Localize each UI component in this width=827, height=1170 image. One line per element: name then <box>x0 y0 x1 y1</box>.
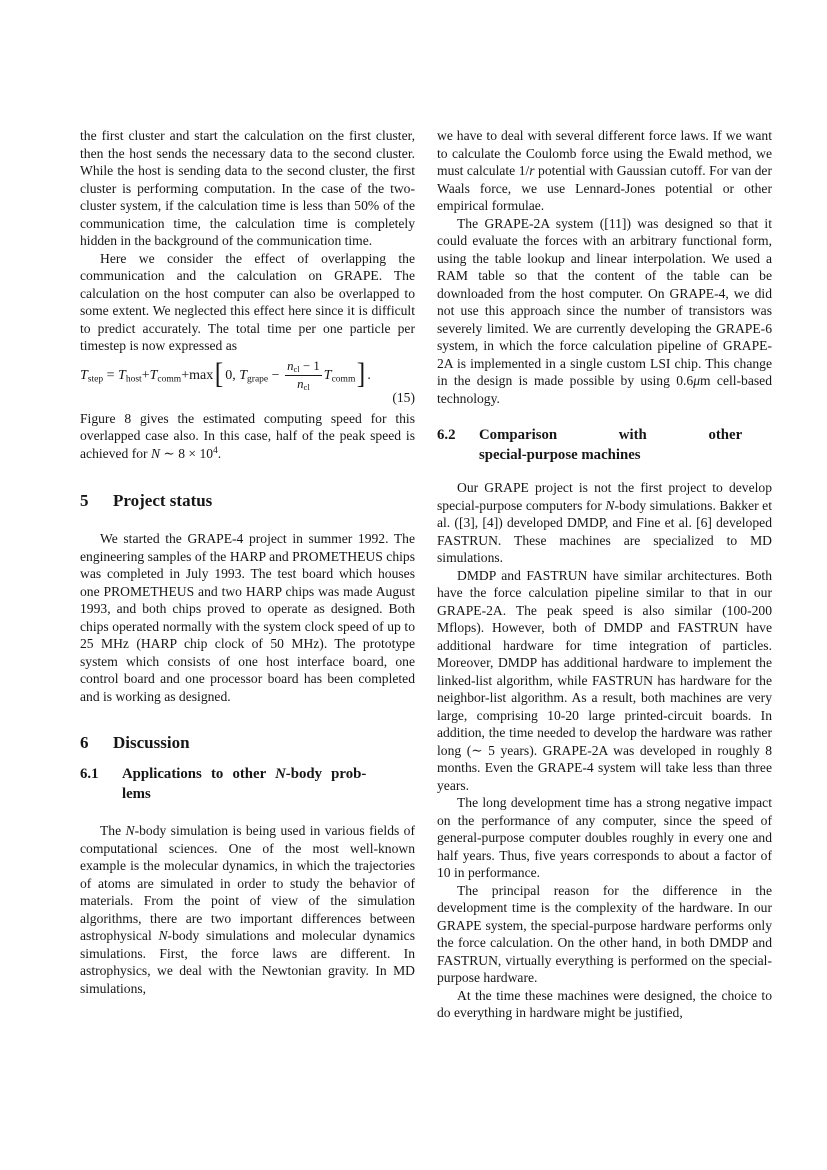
para-dmdp-fastrun-architectures: DMDP and FASTRUN have similar architectures. Both have the force calculation pipeline similar to that in our GRAPE-2A. The peak speed is also similar (100-200 Mflops). However, both of DMDP and FASTRUN have additional hardware for time integration of particles. Moreover, DMDP has additional hardware to implement the linked-list algorithm, while FASTRUN has hardware for the neighbor-list algorithm. As a result, both machines are very large, comprising 10-20 large printed-circuit boards. In addition, the time needed to develop the hardware was rather long (∼ 5 years). GRAPE-2A was developed in roughly 8 months. Even the GRAPE-4 system will take less than three years. <box>437 567 772 793</box>
para-two-cluster-continuation: the first cluster and start the calculation on the first cluster, then the host sends the necessary data to the second cluster. While the host is sending data to the second cluster, the first cluster is performing computation. In the case of the two-cluster system, if the calculation time is less than 50% of the communication time, the calculation time is completely hidden in the background of the communication time. <box>80 128 415 248</box>
section-6-1-title-line2: lems <box>122 786 151 803</box>
equation-15-body <box>80 359 415 393</box>
para-long-development-time: The long development time has a strong negative impact on the performance of any computer, since the speed of general-purpose computer doubles roughly in every one and half years. Thus, five years corresponds to about a factor of 10 in performance. <box>437 795 772 880</box>
section-6-1-number: 6.1 <box>80 766 99 783</box>
heading-section-5 <box>80 490 415 512</box>
equation-fraction <box>285 359 322 393</box>
section-6-1-title-line1: Applications to other N-body prob- <box>122 766 367 783</box>
section-5-number: 5 <box>80 491 89 511</box>
section-6-2-title-line1: Comparison with other <box>479 427 743 443</box>
heading-section-6 <box>80 732 415 754</box>
para-force-laws-continuation: we have to deal with several different force laws. If we want to calculate the Coulomb force using the Ewald method, we must calculate 1/r potential with Gaussian cutoff. For van der Waals force, we use Lennard-Jones potential or other empirical formulae. <box>437 128 772 213</box>
para-figure8-speed: Figure 8 gives the estimated computing speed for this overlapped case also. In this case, half of the peak speed is achieved for N ∼ $8 \times 10^4$. <box>80 410 415 461</box>
fraction-denominator: $n_{cl}$ <box>297 376 310 393</box>
fraction-numerator: $n_{cl} - 1$ <box>285 359 322 376</box>
page-body <box>80 127 772 1022</box>
right-bracket: ] <box>357 357 366 391</box>
equation-inner-left: 0, $T_{grape}$ − <box>225 367 284 385</box>
section-5-title: Project status <box>113 491 213 511</box>
para-hardware-justified: At the time these machines were designed, the choice to do everything in hardware might be justified, <box>437 987 772 1020</box>
equation-lhs: $T_{step} = T_{host}+T_{comm}+\max$ <box>80 367 214 385</box>
equation-inner-right: $T_{comm}$ <box>323 367 356 385</box>
section-6-number: 6 <box>80 733 89 753</box>
equation-number: (15) <box>392 390 415 406</box>
heading-section-6-2 <box>437 425 772 465</box>
section-6-2-number: 6.2 <box>437 427 456 443</box>
heading-section-6-1 <box>80 764 415 804</box>
para-principal-reason: The principal reason for the difference in the development time is the complexity of the hardware. In our GRAPE system, the special-purpose hardware performs only the force calculation. On the other hand, in both DMDP and FASTRUN, virtually everything is performed on the special-purpose hardware. <box>437 882 772 985</box>
section-6-title: Discussion <box>113 733 190 753</box>
column-right <box>437 127 772 1022</box>
column-left <box>80 127 415 1022</box>
section-6-2-title-line2: special-purpose machines <box>479 447 641 463</box>
para-grape2a-table-lookup: The GRAPE-2A system ([11]) was designed so that it could evaluate the forces with an arbitrary functional form, using the table lookup and linear interpolation. We used a RAM table so that the content of the table can be downloaded from the host computer. On GRAPE-4, we did not use this approach since the number of transistors was severely limited. We are currently developing the GRAPE-6 system, in which the force calculation pipeline of GRAPE-2A is implemented in a single custom LSI chip. This change in the design is made possible by using 0.6μm cell-based technology. <box>437 215 773 406</box>
equation-period: . <box>367 367 371 383</box>
equation-15 <box>80 359 415 407</box>
para-overlapping-communication: Here we consider the effect of overlapping the communication and the calculation on GRAPE. The calculation on the host computer can also be overlapped to some extent. We neglected this effect here since it is difficult to predict accurately. The total time per one particle per timestep is now expressed as <box>80 250 415 353</box>
para-project-status: We started the GRAPE-4 project in summer 1992. The engineering samples of the HARP and PROMETHEUS chips was completed in July 1993. The test board which houses one PROMETHEUS and two HARP chips was made August 1993, and both chips proved to operate as designed. Both chips operated normally with the system clock speed of up to 25 MHz (HARP chip clock of 50 MHz). The prototype system which consists of one host interface board, one control board and one processor board has been completed and is working as designed. <box>80 531 415 704</box>
para-nbody-simulation: The N-body simulation is being used in various fields of computational sciences. One of the most well-known example is the molecular dynamics, in which the trajectories of atoms are simulated in order to study the behavior of materials. From the point of view of the simulation algorithms, there are two important differences between astrophysical N-body simulations and molecular dynamics simulations. First, the force laws are different. In astrophysics, we deal with the Newtonian gravity. In MD simulations, <box>80 823 415 996</box>
para-grape-project-not-first: Our GRAPE project is not the first project to develop special-purpose computers for N-body simulations. Bakker et al. ([3], [4]) developed DMDP, and Fine et al. [6] developed FASTRUN. These machines are specialized to MD simulations. <box>437 480 772 565</box>
left-bracket: [ <box>214 357 224 391</box>
